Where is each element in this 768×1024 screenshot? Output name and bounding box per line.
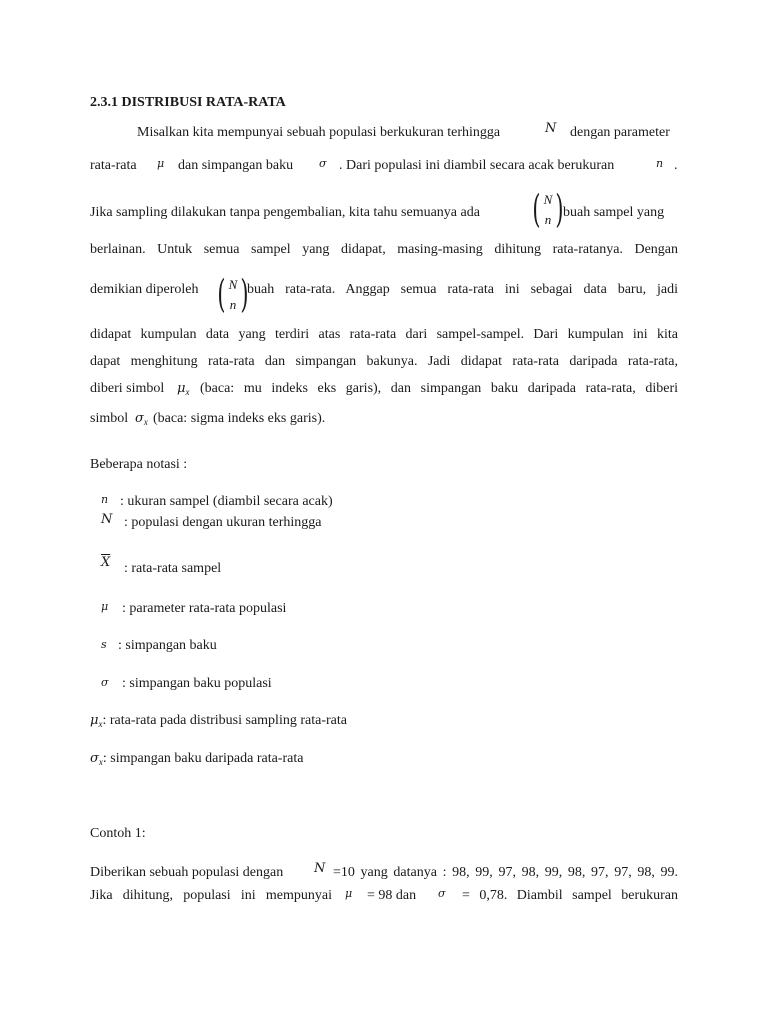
notation-desc: : simpangan baku populasi — [122, 676, 272, 691]
symbol-sigma-x: $\sigma_x$ — [135, 411, 148, 427]
text-run: . Dari populasi ini diambil secara acak berukuran — [339, 158, 615, 173]
text-run: dan simpangan baku — [178, 158, 294, 173]
notation-desc: : simpangan baku — [118, 638, 217, 653]
notation-desc: : rata-rata sampel — [124, 561, 222, 576]
paragraph-line: berlainan. Untuk semua sampel yang didapat, masing-masing dihitung rata-ratanya. Dengan — [90, 242, 678, 257]
symbol-N: N — [545, 121, 557, 136]
symbol-sigma: σ — [319, 157, 327, 170]
section-heading: 2.3.1 DISTRIBUSI RATA-RATA — [90, 95, 286, 110]
text-run: . — [674, 158, 678, 173]
text-run: Misalkan kita mempunyai sebuah populasi berkukuran terhingga — [137, 125, 501, 140]
symbol-mu: μ — [101, 600, 109, 613]
text-run: rata-rata — [90, 158, 137, 173]
symbol-mu: μ — [345, 887, 353, 900]
text-run: simbol — [90, 411, 129, 426]
binomial-coefficient: ( N n ) — [532, 187, 564, 231]
binom-bottom: n — [229, 297, 237, 312]
symbol-n: n — [656, 157, 664, 170]
symbol-sigma: σ — [438, 887, 446, 900]
paragraph-line — [137, 124, 500, 142]
notation-sigma-x: $\sigma_x$: simpangan baku daripada rata-rata — [90, 751, 304, 767]
symbol-mu-x: $\mu_x$ — [177, 381, 190, 397]
symbol-s: s — [101, 638, 107, 651]
example-title: Contoh 1: — [90, 826, 146, 841]
notation-title: Beberapa notasi : — [90, 457, 188, 472]
text-run: =10 yang datanya : 98, 99, 97, 98, 99, 98, 97, 97, 98, 99. — [333, 865, 678, 880]
symbol-N: N — [314, 861, 326, 876]
notation-desc: : populasi dengan ukuran terhingga — [124, 515, 322, 530]
symbol-sigma: σ — [101, 676, 109, 689]
text-run: Diberikan sebuah populasi dengan — [90, 865, 284, 880]
text-run: (baca: mu indeks eks garis), dan simpangan baku daripada rata-rata, diberi — [200, 381, 678, 396]
binom-bottom: n — [544, 212, 552, 227]
symbol-x-bar: $\overline{X}$ — [101, 555, 111, 570]
sigma-symbol: σ — [90, 751, 99, 766]
text-run: Jika sampling dilakukan tanpa pengembalian, kita tahu semuanya ada — [90, 205, 480, 220]
notation-desc: : parameter rata-rata populasi — [122, 601, 287, 616]
symbol-mu: μ — [157, 157, 165, 170]
paragraph-line: didapat kumpulan data yang terdiri atas rata-rata dari sampel-sampel. Dari kumpulan ini kita — [90, 327, 678, 342]
text-run: buah rata-rata. Anggap semua rata-rata ini sebagai data baru, jadi — [247, 282, 678, 297]
paragraph-line: dapat menghitung rata-rata dan simpangan bakunya. Jadi didapat rata-rata daripada rata-rata, — [90, 354, 678, 369]
mu-symbol: μ — [90, 713, 99, 728]
text-run: demikian diperoleh — [90, 282, 199, 297]
text-run: (baca: sigma indeks eks garis). — [153, 411, 326, 426]
text-run: dengan parameter — [570, 125, 670, 140]
binomial-coefficient: ( N n ) — [217, 272, 249, 316]
text-run: diberi simbol — [90, 381, 165, 396]
binom-top: N — [543, 192, 553, 207]
symbol-N: N — [101, 512, 113, 527]
binom-top: N — [228, 277, 238, 292]
notation-mu-x: $\mu_x$: rata-rata pada distribusi sampling rata-rata — [90, 713, 347, 729]
text-run: = 0,78. Diambil sampel berukuran — [462, 888, 678, 903]
notation-desc: : ukuran sampel (diambil secara acak) — [120, 494, 333, 509]
text-run: buah sampel yang — [563, 205, 665, 220]
symbol-n: n — [101, 493, 109, 506]
text-run: = 98 dan — [367, 888, 417, 903]
text-run: Jika dihitung, populasi ini mempunyai — [90, 888, 332, 903]
